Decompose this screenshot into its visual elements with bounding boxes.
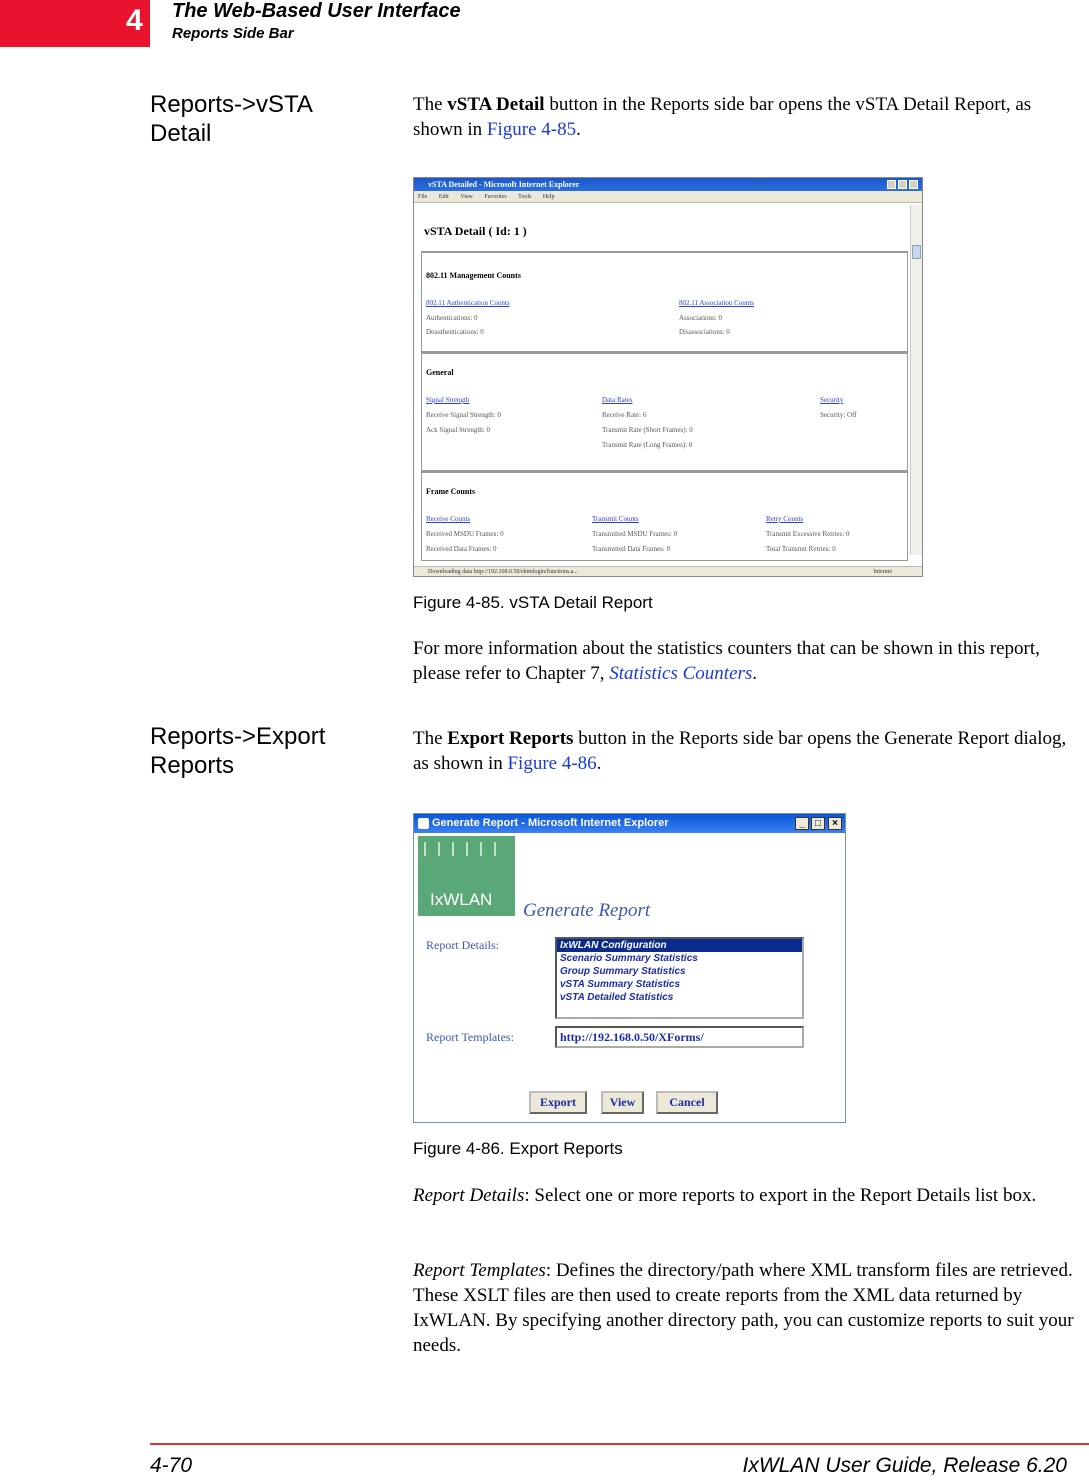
section-heading-line: Detail bbox=[150, 120, 212, 147]
list-item: vSTA Summary Statistics bbox=[560, 979, 681, 990]
data-rates-link: Data Rates bbox=[602, 396, 633, 404]
report-templates-field: http://192.168.0.50/XForms/ bbox=[555, 1026, 804, 1048]
paragraph-export-intro bbox=[413, 726, 1078, 776]
window-titlebar bbox=[414, 178, 922, 191]
chapter-number: 4 bbox=[126, 4, 143, 37]
ixwlan-logo bbox=[418, 836, 515, 916]
export-button: Export bbox=[529, 1091, 587, 1114]
frame-counts-box bbox=[421, 471, 908, 561]
counter-row: Deauthentications: 0 bbox=[426, 328, 484, 336]
logo-text: IxWLAN bbox=[430, 890, 493, 909]
counter-row: Receive Rate: 6 bbox=[602, 411, 647, 419]
italic-term: Report Details bbox=[413, 1185, 525, 1206]
page-number: 4-70 bbox=[150, 1454, 193, 1477]
logo-stripes bbox=[424, 842, 508, 856]
counter-row: Received MSDU Frames: 0 bbox=[426, 530, 504, 538]
list-item: Scenario Summary Statistics bbox=[560, 953, 698, 964]
status-text: Downloading data http://192.168.0.50/shimlogin/functions.a... bbox=[428, 569, 578, 575]
bold-term: Export Reports bbox=[447, 728, 574, 749]
figure-4-85-caption: Figure 4-85. vSTA Detail Report bbox=[413, 593, 653, 612]
list-item: vSTA Detailed Statistics bbox=[560, 992, 674, 1003]
counter-row: Receive Signal Strength: 0 bbox=[426, 411, 501, 419]
list-item: IxWLAN Configuration bbox=[557, 939, 802, 952]
figure-4-86-caption: Figure 4-86. Export Reports bbox=[413, 1139, 623, 1158]
security-link: Security bbox=[820, 396, 844, 404]
status-bar bbox=[414, 566, 922, 576]
counter-row: Authentications: 0 bbox=[426, 314, 478, 322]
figure-4-86-link[interactable]: Figure 4-86 bbox=[507, 753, 597, 774]
cancel-button: Cancel bbox=[656, 1091, 718, 1114]
scroll-thumb bbox=[912, 245, 921, 259]
counter-row: Total Transmit Retries: 0 bbox=[766, 545, 836, 553]
vertical-scrollbar bbox=[910, 205, 922, 555]
counter-row: Received Data Frames: 0 bbox=[426, 545, 497, 553]
text-run: button in the Reports side bar opens the vSTA Detail Report, as shown in bbox=[413, 94, 1032, 140]
report-heading: vSTA Detail ( Id: 1 ) bbox=[424, 224, 527, 238]
figure-vsta-detail-report bbox=[413, 177, 923, 577]
counter-row: Transmit Excessive Retries: 0 bbox=[766, 530, 850, 538]
receive-counts-link: Receive Counts bbox=[426, 515, 471, 523]
security-zone: Internet bbox=[873, 569, 892, 575]
text-run: . bbox=[752, 663, 758, 684]
management-counts-box bbox=[421, 251, 908, 352]
counter-row: Ack Signal Strength: 0 bbox=[426, 426, 490, 434]
paragraph-report-details bbox=[413, 1183, 1078, 1208]
section-title: General bbox=[426, 368, 454, 377]
signal-strength-link: Signal Strength bbox=[426, 396, 470, 404]
text-run: : Select one or more reports to export in the Report Details list box. bbox=[524, 1185, 1037, 1206]
section-title: 802.11 Management Counts bbox=[426, 271, 521, 280]
paragraph-vsta-intro bbox=[413, 92, 1078, 142]
dialog-heading: Generate Report bbox=[523, 900, 651, 921]
text-run: The bbox=[413, 94, 448, 115]
close-icon bbox=[909, 180, 918, 189]
paragraph-report-templates bbox=[413, 1258, 1078, 1358]
view-button: View bbox=[601, 1091, 644, 1114]
italic-term: Report Templates bbox=[413, 1260, 546, 1281]
report-content bbox=[418, 206, 908, 556]
footer-rule bbox=[150, 1443, 1089, 1445]
report-details-label: Report Details: bbox=[426, 938, 499, 952]
maximize-icon bbox=[898, 180, 907, 189]
section-heading-line: Reports bbox=[150, 752, 235, 779]
figure-generate-report-dialog bbox=[413, 813, 846, 1123]
maximize-icon: □ bbox=[811, 817, 825, 830]
minimize-icon: _ bbox=[795, 817, 809, 830]
counter-row: Transmitted Data Frames: 0 bbox=[592, 545, 671, 553]
figure-4-85-link[interactable]: Figure 4-85 bbox=[486, 119, 577, 140]
report-templates-label: Report Templates: bbox=[426, 1030, 514, 1044]
section-title: Frame Counts bbox=[426, 487, 476, 496]
dialog-titlebar bbox=[414, 814, 845, 833]
paragraph-statistics-reference bbox=[413, 636, 1078, 686]
list-item: Group Summary Statistics bbox=[560, 966, 686, 977]
text-run: . bbox=[576, 119, 581, 140]
text-run: For more information about the statistics counters that can be shown in this report, please refer to Chapter 7, bbox=[413, 638, 1040, 684]
counter-row: Transmit Rate (Short Frames): 0 bbox=[602, 426, 693, 434]
assoc-counts-link: 802.11 Association Counts bbox=[679, 299, 754, 307]
transmit-counts-link: Transmit Counts bbox=[592, 515, 639, 523]
running-header-subtitle: Reports Side Bar bbox=[172, 25, 294, 42]
guide-title: IxWLAN User Guide, Release 6.20 bbox=[742, 1454, 1067, 1477]
bold-term: vSTA Detail bbox=[447, 94, 545, 115]
general-box bbox=[421, 352, 908, 471]
retry-counts-link: Retry Counts bbox=[766, 515, 804, 523]
close-icon: × bbox=[828, 817, 842, 830]
counter-row: Transmitted MSDU Frames: 0 bbox=[592, 530, 678, 538]
minimize-icon bbox=[887, 180, 896, 189]
counter-row: Disassociations: 0 bbox=[679, 328, 730, 336]
statistics-counters-link[interactable]: Statistics Counters bbox=[609, 663, 753, 684]
report-details-listbox bbox=[555, 937, 804, 1019]
counter-row: Associations: 0 bbox=[679, 314, 722, 322]
dialog-title: Generate Report - Microsoft Internet Explorer bbox=[432, 817, 669, 829]
running-header-title: The Web-Based User Interface bbox=[172, 0, 461, 22]
window-title: vSTA Detailed - Microsoft Internet Explorer bbox=[428, 180, 580, 189]
section-heading-export-reports bbox=[150, 722, 325, 780]
counter-row: Transmit Rate (Long Frames): 0 bbox=[602, 441, 693, 449]
text-run: . bbox=[596, 753, 602, 774]
section-heading-line: Reports->vSTA bbox=[150, 91, 313, 118]
section-heading-line: Reports->Export bbox=[150, 723, 326, 750]
counter-row: Security: Off bbox=[820, 411, 857, 419]
menu-bar: File Edit View Favorites Tools Help bbox=[414, 191, 922, 203]
auth-counts-link: 802.11 Authentication Counts bbox=[426, 299, 510, 307]
section-heading-vsta-detail bbox=[150, 90, 313, 148]
text-run: The bbox=[413, 728, 448, 749]
text-run: button in the Reports side bar opens the Generate Report dialog, as shown in bbox=[413, 728, 1067, 774]
ie-icon bbox=[418, 818, 429, 829]
text-run: : Defines the directory/path where XML transform files are retrieved. These XSLT files are then used to create reports from the XML data returned by IxWLAN. By specifying another directory path, you can customize reports to suit your needs. bbox=[413, 1260, 1074, 1356]
